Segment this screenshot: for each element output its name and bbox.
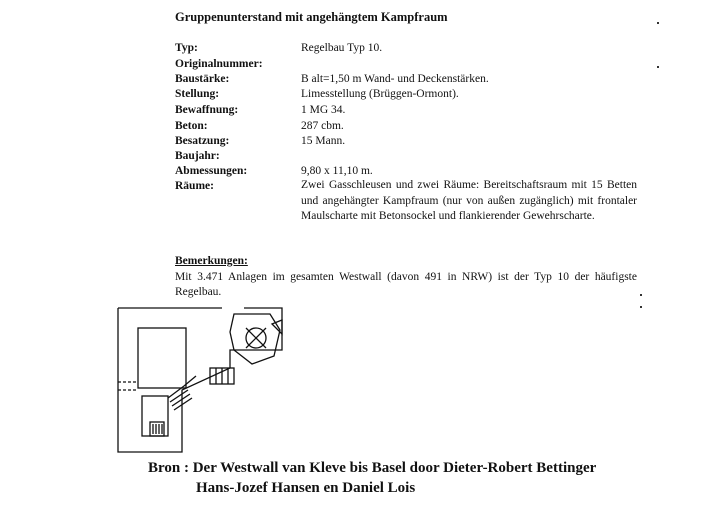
field-value: B alt=1,50 m Wand- und Deckenstärken. bbox=[301, 73, 489, 85]
scan-speck bbox=[657, 22, 659, 24]
scan-speck bbox=[640, 306, 642, 308]
field-label: Abmessungen: bbox=[175, 165, 248, 177]
field-label: Beton: bbox=[175, 120, 208, 132]
field-value: 1 MG 34. bbox=[301, 104, 346, 116]
source-line-2: Hans-Jozef Hansen en Daniel Lois bbox=[196, 480, 416, 496]
field-value: 9,80 x 11,10 m. bbox=[301, 165, 373, 177]
notes-label: Bemerkungen: bbox=[175, 255, 248, 267]
field-row-typ bbox=[175, 41, 383, 56]
source-citation bbox=[148, 458, 596, 498]
field-value: 15 Mann. bbox=[301, 135, 346, 147]
field-row-bewaffnung bbox=[175, 103, 346, 118]
field-value: Limesstellung (Brüggen-Ormont). bbox=[301, 88, 459, 100]
field-label: Besatzung: bbox=[175, 135, 230, 147]
field-row-beton bbox=[175, 119, 344, 134]
field-row-raeume bbox=[175, 179, 301, 194]
field-row-baujahr bbox=[175, 149, 301, 164]
plan-embrasure bbox=[272, 320, 282, 334]
plan-main-room bbox=[138, 328, 186, 388]
document-title: Gruppenunterstand mit angehängtem Kampfraum bbox=[175, 10, 448, 24]
raeume-description: Zwei Gasschleusen und zwei Räume: Bereitschaftsraum mit 15 Betten und angehängter Kampfraum (nur von außen zugänglich) mit frontaler Maulscharte mit Betonsockel und flankierender Gewehrscharte. bbox=[301, 179, 637, 222]
field-label: Baustärke: bbox=[175, 73, 230, 85]
field-row-baustaerke bbox=[175, 72, 489, 87]
field-row-originalnummer bbox=[175, 57, 301, 72]
field-value: 287 cbm. bbox=[301, 120, 344, 132]
field-row-besatzung bbox=[175, 134, 346, 149]
scan-speck bbox=[640, 294, 642, 296]
field-row-stellung bbox=[175, 87, 459, 102]
field-label: Originalnummer: bbox=[175, 58, 263, 70]
field-row-abmessungen bbox=[175, 164, 373, 179]
field-label: Räume: bbox=[175, 180, 214, 192]
field-label: Baujahr: bbox=[175, 150, 220, 162]
field-label: Bewaffnung: bbox=[175, 104, 239, 116]
notes-text: Mit 3.471 Anlagen im gesamten Westwall (davon 491 in NRW) ist der Typ 10 der häufigste Regelbau. bbox=[175, 271, 637, 298]
scan-speck bbox=[657, 66, 659, 68]
field-label: Typ: bbox=[175, 42, 198, 54]
field-value: Regelbau Typ 10. bbox=[301, 42, 383, 54]
source-line-1: Bron : Der Westwall van Kleve bis Basel door Dieter-Robert Bettinger bbox=[148, 460, 597, 476]
field-label: Stellung: bbox=[175, 88, 220, 100]
floor-plan-drawing bbox=[112, 306, 292, 456]
